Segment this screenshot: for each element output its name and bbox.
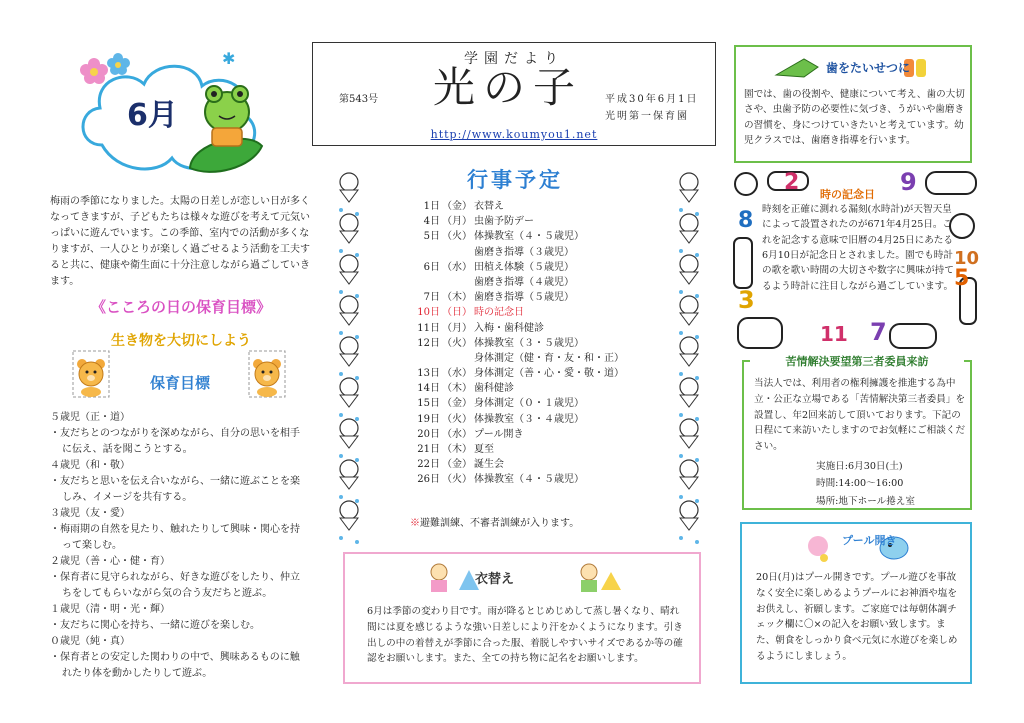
event-title: 身体測定（健・育・友・和・正） (474, 352, 624, 364)
complaint-date: 実施日:6月30日(土) (816, 461, 903, 472)
event-title: 田植え体験（５歳児） (474, 261, 574, 273)
time-day-text: 時刻を正確に測れる漏刻(水時計)が天智天皇によって設置されたのが671年4月25日。これを記念する意味で旧暦の4月25日にあたる6月10日が記念日とされました。園でも時計の歌を歌い時間の大切さや数字に興味が持てるよう時計に注目しながら過ごしています。 (762, 204, 954, 292)
event-day: 4日 (423, 216, 440, 228)
goal-row: って楽しむ。 (62, 540, 122, 551)
event-title: 衣替え (474, 201, 504, 212)
event-weekday: （水） (442, 428, 472, 440)
goal-row: ２歳児（善・心・健・育） (50, 556, 170, 567)
clock-number: 8 (738, 208, 754, 233)
clock-number: 2 (784, 170, 800, 195)
event-day: 10日 (417, 307, 440, 319)
koromogae-text: 6月は季節の変わり目です。雨が降るとじめじめして蒸し暑くなり、晴れ間には夏を感じるような強い日差しにより汗をかくようになります。引き出しの中の着替えが季節に合った服、着脱しやすいサイズであるか等の確認をお願いします。また、全ての持ち物に記名をお願いします。 (367, 606, 683, 665)
issue-number: 第543号 (339, 94, 379, 105)
goal-title: 《こころの日の保育目標》 (90, 298, 271, 316)
goal-row: １歳児（清・明・光・輝） (50, 604, 170, 615)
clock-number: 5 (954, 266, 970, 291)
note-text: 避難訓練、不審者訓練が入ります。 (420, 518, 580, 529)
goal-row: ・保育者との安定した関わりの中で、興味あるものに触 (50, 652, 300, 663)
event-day: 12日 (417, 337, 440, 349)
event-row (410, 352, 640, 367)
event-row (410, 367, 640, 382)
month-cloud (72, 50, 272, 180)
bear-icon (72, 350, 110, 404)
event-weekday: （金） (442, 459, 472, 471)
event-row (410, 200, 640, 215)
pool-box (740, 522, 972, 684)
event-title: 体操教室（３・５歳児） (474, 337, 584, 349)
goal-row: ・友だちと思いを伝え合いながら、一緒に遊ぶことを楽 (50, 476, 300, 487)
events-title: 行事予定 (467, 168, 563, 192)
event-day: 1日 (423, 201, 440, 212)
issue-date (605, 91, 698, 125)
kids-icon (425, 560, 625, 594)
complaint-title: 苦情解決要望第三者委員来訪 (750, 353, 964, 369)
event-title: 誕生会 (474, 459, 504, 471)
clock-number: 3 (738, 286, 755, 314)
website-link[interactable]: http://www.koumyou1.net (430, 128, 598, 141)
event-row (410, 261, 640, 276)
event-day: 15日 (417, 398, 440, 410)
event-title: 歯磨き指導（４歳児） (474, 276, 574, 288)
event-row (410, 397, 640, 412)
goal-row: に伝え、話を聞こうとする。 (62, 444, 193, 455)
event-weekday: （木） (442, 383, 472, 395)
event-row (410, 382, 640, 397)
event-weekday: （水） (442, 261, 472, 273)
event-day: 14日 (417, 383, 440, 395)
event-title: 入梅・歯科健診 (474, 322, 544, 334)
complaint-box (742, 355, 972, 510)
koromogae-box (343, 552, 701, 684)
goal-subtitle: 生き物を大切にしよう (111, 333, 251, 349)
school-name: 光明第一保育園 (605, 111, 689, 122)
event-day: 5日 (423, 231, 440, 243)
newsletter-title: 光の子 (433, 63, 584, 112)
hoiku-goal-heading: 保育目標 (149, 374, 210, 392)
goal-row: れたり体を動かしたりして遊ぶ。 (62, 668, 213, 679)
newsletter-header (312, 42, 716, 146)
goal-list (50, 410, 312, 682)
event-title: 体操教室（３・４歳児） (474, 413, 584, 425)
clock-number: 7 (870, 318, 887, 346)
goal-row: ・保育者に見守られながら、好きな遊びをしたり、仲立 (50, 572, 300, 583)
event-title: 身体測定（善・心・愛・敬・道） (474, 368, 624, 380)
event-day: 11日 (417, 322, 440, 334)
event-day: 6日 (423, 261, 440, 273)
teru-teru-bozu-icon (332, 172, 366, 544)
events-list (410, 200, 640, 489)
teru-teru-bozu-border-right (672, 172, 706, 544)
event-title: 虫歯予防デー (474, 216, 534, 228)
event-row (410, 337, 640, 352)
event-weekday: （木） (442, 444, 472, 455)
note-mark: ※ (410, 518, 420, 529)
event-day: 21日 (417, 444, 440, 455)
event-row (410, 291, 640, 306)
time-day-box (730, 168, 984, 354)
newsletter-label: 学園だより (464, 51, 564, 67)
event-row (410, 413, 640, 428)
event-weekday: （火） (442, 474, 472, 486)
goal-row: ・友だちとのつながりを深めながら、自分の思いを相手 (50, 428, 300, 439)
event-row (410, 443, 640, 458)
event-title: 歯磨き指導（５歳児） (474, 292, 574, 304)
event-row (410, 428, 640, 443)
event-weekday: （日） (442, 307, 472, 319)
event-title: 歯科健診 (474, 383, 514, 395)
koromogae-title: 衣替え (475, 572, 515, 587)
teeth-box (734, 45, 972, 163)
pool-title: プール開き (842, 534, 897, 547)
goal-row: ４歳児（和・敬） (50, 460, 130, 471)
goal-row: ちをしてもらいながら気の合う友だちと遊ぶ。 (62, 588, 273, 599)
event-row (410, 246, 640, 261)
event-day: 19日 (417, 413, 440, 425)
event-title: 時の記念日 (474, 307, 524, 319)
event-weekday: （木） (442, 292, 472, 304)
teeth-text: 園では、歯の役割や、健康について考え、歯の大切さや、虫歯予防の必要性に気づき、うがいや歯磨きの習慣を、身につけていきたいと考えています。幼児クラスでは、歯磨き指導を行います。 (744, 89, 965, 147)
event-weekday: （水） (442, 368, 472, 380)
svg-text:✱: ✱ (222, 50, 236, 68)
event-title: 夏至 (474, 444, 494, 455)
event-weekday: （月） (442, 322, 472, 334)
month-label: 6月 (127, 98, 178, 133)
event-title: 体操教室（４・５歳児） (474, 474, 584, 486)
goal-row: しみ、イメージを共有する。 (62, 492, 193, 503)
clock-number: 10 (954, 248, 980, 269)
teeth-title: 歯をたいせつに (826, 61, 911, 75)
teru-teru-bozu-icon (672, 172, 706, 544)
event-title: 体操教室（４・５歳児） (474, 231, 584, 243)
time-day-title: 時の記念日 (820, 188, 875, 201)
date-text: 平成30年6月1日 (605, 94, 699, 105)
event-row (410, 276, 640, 291)
event-weekday: （火） (442, 231, 472, 243)
event-weekday: （月） (442, 216, 472, 228)
bear-icon (248, 350, 286, 404)
complaint-time: 時間:14:00～16:00 (816, 478, 904, 490)
goal-row: ・梅雨期の自然を見たり、触れたりして興味・関心を持 (50, 524, 300, 535)
event-day: 7日 (423, 292, 440, 304)
event-weekday: （火） (442, 337, 472, 349)
event-weekday: （金） (442, 201, 472, 212)
complaint-place: 場所:地下ホール捲え室 (816, 495, 915, 507)
event-row (410, 458, 640, 473)
teru-teru-bozu-border-left (332, 172, 366, 544)
goal-row: ・友だちに関心を持ち、一緒に遊びを楽しむ。 (50, 620, 260, 631)
event-day: 22日 (417, 459, 440, 471)
clock-number: 11 (820, 322, 848, 346)
events-note (410, 517, 630, 532)
event-title: 歯磨き指導（３歳児） (474, 246, 574, 258)
pool-text: 20日(月)はプール開きです。プール遊びを事故なく安全に楽しめるようプールにお神酒や塩をお供えし、祈願します。ご家庭では毎朝体調チェック欄に〇×の記入をお願い致します。また、朝食をしっかり食べ元気に水遊びを楽しめるようにしましょう。 (756, 572, 958, 663)
event-day: 26日 (417, 474, 440, 486)
event-title: プール開き (474, 428, 524, 440)
event-title: 身体測定（０・１歳児） (474, 398, 584, 410)
complaint-schedule (816, 458, 915, 510)
event-row (410, 230, 640, 245)
event-row (410, 306, 640, 321)
event-day: 20日 (417, 428, 440, 440)
intro-text: 梅雨の季節になりました。太陽の日差しが恋しい日が多くなってきますが、子どもたちは様々な遊びを考えて元気いっぱいに遊んでいます。この季節、室内での活動が多くなりますが、一人ひとりが楽しく過ごせるよう活動を工夫すると共に、健康や衛生面に十分注意しながら過ごしていきます。 (50, 196, 310, 287)
event-row (410, 322, 640, 337)
clock-number: 9 (900, 168, 917, 196)
event-row (410, 215, 640, 230)
goal-row: ５歳児（正・道） (50, 412, 130, 423)
complaint-text: 当法人では、利用者の権利擁護を推進する為中立・公正な立場である「苦情解決第三者委員」を設置し、年2回来訪して頂いております。下記の日程にて来訪いたしますのでお気軽にご相談ください。 (754, 378, 966, 453)
event-row (410, 473, 640, 488)
goal-row: ３歳児（友・愛） (50, 508, 130, 519)
goal-row: ０歳児（純・真） (50, 636, 130, 647)
event-weekday: （火） (442, 413, 472, 425)
event-day: 13日 (417, 368, 440, 380)
event-weekday: （金） (442, 398, 472, 410)
